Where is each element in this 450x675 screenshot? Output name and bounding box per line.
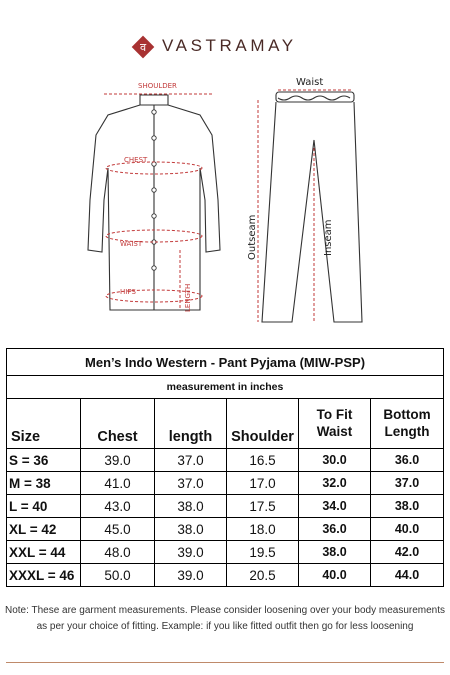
cell-chest: 45.0 bbox=[81, 518, 155, 541]
header-shoulder: Shoulder bbox=[227, 399, 299, 449]
size-table bbox=[6, 348, 444, 587]
pant-inseam-label: Inseam bbox=[323, 219, 334, 256]
cell-size: S = 36 bbox=[7, 449, 81, 472]
table-row bbox=[7, 518, 444, 541]
cell-shoulder: 17.5 bbox=[227, 495, 299, 518]
table-row bbox=[7, 449, 444, 472]
kurta-shoulder-label: SHOULDER bbox=[138, 82, 177, 90]
table-row bbox=[7, 564, 444, 587]
svg-text:व: व bbox=[139, 41, 147, 54]
cell-size: XXL = 44 bbox=[7, 541, 81, 564]
note-line-2: as per your choice of fitting. Example: if you like fitted outfit then go for less loosening bbox=[36, 621, 414, 632]
pant-measure-lines bbox=[258, 90, 352, 322]
garment-illustration bbox=[0, 60, 450, 340]
cell-shoulder: 19.5 bbox=[227, 541, 299, 564]
cell-chest: 39.0 bbox=[81, 449, 155, 472]
table-subtitle: measurement in inches bbox=[7, 376, 444, 399]
kurta-length-label: LENGTH bbox=[184, 283, 192, 312]
cell-chest: 43.0 bbox=[81, 495, 155, 518]
garment-note bbox=[0, 603, 450, 635]
kurta-hips-label: HIPS bbox=[120, 288, 136, 296]
brand-header bbox=[0, 30, 450, 60]
header-length: length bbox=[155, 399, 227, 449]
header-waist bbox=[299, 399, 371, 449]
header-chest: Chest bbox=[81, 399, 155, 449]
table-header-row bbox=[7, 399, 444, 449]
cell-length: 39.0 bbox=[155, 564, 227, 587]
header-bottom-line1: Bottom bbox=[383, 406, 431, 422]
pant-drawing bbox=[262, 92, 362, 322]
table-row bbox=[7, 495, 444, 518]
cell-waist: 40.0 bbox=[299, 564, 371, 587]
cell-size: L = 40 bbox=[7, 495, 81, 518]
cell-waist: 38.0 bbox=[299, 541, 371, 564]
header-size: Size bbox=[7, 399, 81, 449]
header-waist-line1: To Fit bbox=[316, 406, 353, 422]
kurta-measure-lines bbox=[104, 94, 212, 310]
kurta-waist-label: WAIST bbox=[120, 240, 143, 248]
cell-shoulder: 16.5 bbox=[227, 449, 299, 472]
pant-outseam-label: Outseam bbox=[247, 214, 258, 260]
cell-bottom: 38.0 bbox=[371, 495, 444, 518]
measurement-diagram bbox=[0, 60, 450, 340]
table-title: Men’s Indo Western - Pant Pyjama (MIW-PSP) bbox=[7, 349, 444, 376]
header-bottom-line2: Length bbox=[384, 423, 430, 439]
cell-waist: 34.0 bbox=[299, 495, 371, 518]
cell-bottom: 36.0 bbox=[371, 449, 444, 472]
cell-size: M = 38 bbox=[7, 472, 81, 495]
footer-divider bbox=[6, 662, 444, 663]
cell-bottom: 37.0 bbox=[371, 472, 444, 495]
cell-waist: 32.0 bbox=[299, 472, 371, 495]
cell-chest: 41.0 bbox=[81, 472, 155, 495]
cell-shoulder: 18.0 bbox=[227, 518, 299, 541]
cell-bottom: 42.0 bbox=[371, 541, 444, 564]
kurta-drawing bbox=[88, 95, 220, 310]
cell-size: XXXL = 46 bbox=[7, 564, 81, 587]
brand-name: VASTRAMAY bbox=[162, 36, 297, 55]
brand-logo-icon bbox=[130, 34, 156, 60]
cell-chest: 48.0 bbox=[81, 541, 155, 564]
table-row bbox=[7, 472, 444, 495]
cell-length: 39.0 bbox=[155, 541, 227, 564]
header-bottom-length bbox=[371, 399, 444, 449]
header-waist-line2: Waist bbox=[316, 423, 353, 439]
cell-shoulder: 17.0 bbox=[227, 472, 299, 495]
cell-length: 37.0 bbox=[155, 472, 227, 495]
size-chart bbox=[6, 348, 443, 587]
cell-waist: 36.0 bbox=[299, 518, 371, 541]
note-line-1: Note: These are garment measurements. Please consider loosening over your body measurements bbox=[4, 605, 446, 616]
cell-waist: 30.0 bbox=[299, 449, 371, 472]
cell-length: 38.0 bbox=[155, 495, 227, 518]
table-row bbox=[7, 541, 444, 564]
cell-bottom: 44.0 bbox=[371, 564, 444, 587]
cell-bottom: 40.0 bbox=[371, 518, 444, 541]
kurta-chest-label: CHEST bbox=[124, 156, 148, 164]
cell-chest: 50.0 bbox=[81, 564, 155, 587]
cell-length: 38.0 bbox=[155, 518, 227, 541]
cell-size: XL = 42 bbox=[7, 518, 81, 541]
cell-shoulder: 20.5 bbox=[227, 564, 299, 587]
pant-waist-label: Waist bbox=[296, 77, 324, 88]
cell-length: 37.0 bbox=[155, 449, 227, 472]
